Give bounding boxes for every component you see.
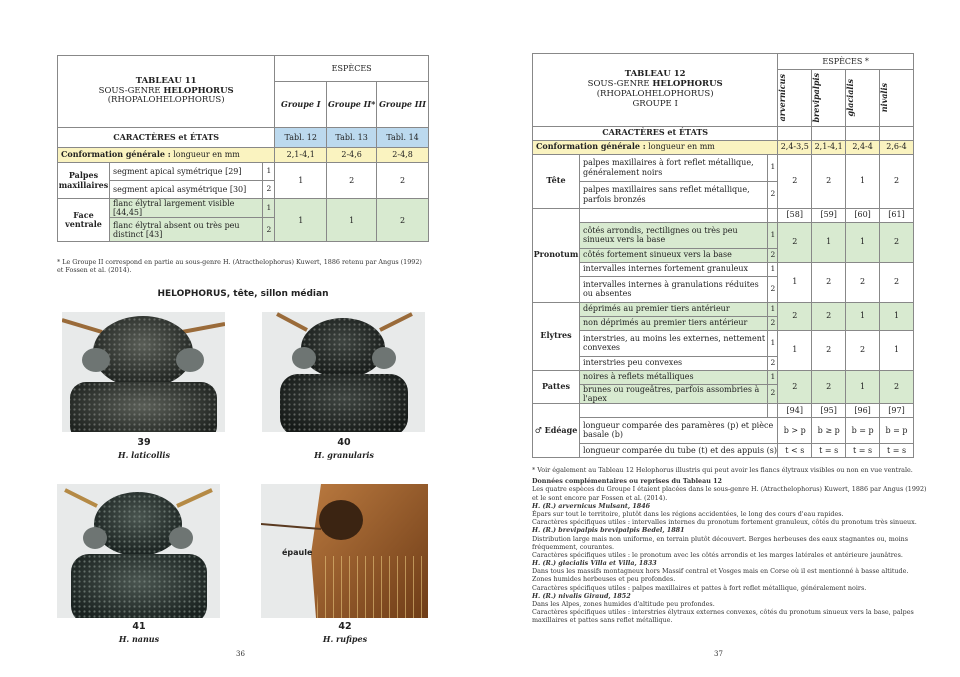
- data-title: Données complémentaires ou reprises du Tableau 12: [532, 477, 722, 486]
- state-text: segment apical symétrique [29]: [109, 163, 262, 181]
- state-text: flanc élytral absent ou très peu distinct [43]: [109, 218, 262, 242]
- row-label-edeage: ♂ Edéage: [533, 403, 580, 457]
- cell-value: 2,4-4: [846, 140, 880, 154]
- state-text: intervalles internes à granulations réduites ou absentes: [579, 276, 767, 302]
- state-number: 1: [768, 222, 778, 248]
- species-name: arvernicus: [777, 74, 788, 122]
- paragraph: Distribution large mais non uniforme, en terrain plutôt découvert. Berges herbeuses des eaux stagnantes ou, moins fréquemment, courantes.: [532, 534, 909, 551]
- state-text: déprimés au premier tiers antérieur: [579, 302, 767, 316]
- cell-value: 2: [880, 154, 914, 208]
- state-text: palpes maxillaires sans reflet métallique, parfois bronzés: [579, 181, 767, 208]
- page-number: 36: [236, 650, 245, 658]
- group-header: Groupe III: [377, 82, 429, 128]
- cell-value: 2,1-4,1: [812, 140, 846, 154]
- species-header: [812, 70, 846, 127]
- species-heading: H. (R.) nivalis Giraud, 1852: [532, 591, 631, 600]
- table-title: [533, 54, 778, 127]
- conformation-text: longueur en mm: [645, 142, 715, 152]
- tabl-link[interactable]: Tabl. 14: [377, 128, 429, 148]
- conformation-text: longueur en mm: [170, 150, 240, 160]
- state-text: côtés arrondis, rectilignes ou très peu sinueux vers la base: [579, 222, 767, 248]
- paragraph: Caractères spécifiques utiles : palpes maxillaires et pattes à fort reflet métallique, généralement noirs.: [532, 583, 867, 592]
- cell-value: 2,4-3,5: [778, 140, 812, 154]
- figure-ref: [97]: [880, 403, 914, 417]
- figure-number: 40: [337, 437, 351, 448]
- figure-name: H. laticollis: [118, 450, 170, 460]
- species-heading: H. (R.) arvernicus Mulsant, 1846: [532, 501, 651, 510]
- state-number: 2: [768, 181, 778, 208]
- species-heading: H. (R.) brevipalpis brevipalpis Bedel, 1881: [532, 526, 685, 535]
- figure-number: 41: [132, 621, 146, 632]
- species-heading: H. (R.) glacialis Villa et Villa, 1833: [532, 559, 657, 568]
- cell-value: 1: [846, 370, 880, 403]
- row-label-palpes: Palpes maxillaires: [58, 163, 110, 199]
- state-text: côtés fortement sinueux vers la base: [579, 248, 767, 262]
- state-text: noires à reflets métalliques: [579, 370, 767, 384]
- cell-value: 1: [778, 330, 812, 370]
- figure-ref: [61]: [880, 208, 914, 222]
- cell-value: 2: [778, 154, 812, 208]
- state-text: longueur comparée du tube (t) et des appuis (s): [579, 443, 777, 457]
- cell-value: 2: [880, 262, 914, 302]
- conformation-bold: Conformation générale :: [536, 141, 646, 152]
- page-number: 37: [714, 650, 723, 658]
- paragraph: Les quatre espèces du Groupe I étaient placées dans le sous-genre H. (Atracthelophorus) Kuwert, 1886 par Angus (1992) et le sont encore par Fossen et al. (2014).: [532, 485, 927, 502]
- state-text: interstries, au moins les externes, nettement convexes: [579, 330, 767, 356]
- row-label-pronotum: Pronotum: [533, 208, 580, 302]
- state-number: 2: [768, 248, 778, 262]
- beetle-photo-40: [262, 312, 425, 432]
- state-number: 1: [263, 199, 275, 218]
- title-line-3: (RHOPALOHELOPHORUS): [596, 88, 714, 99]
- paragraph: Caractères spécifiques utiles : le pronotum avec les côtés arrondis et les marges latérales et antérieure jaunâtres.: [532, 550, 903, 559]
- cell-value: 2: [812, 330, 846, 370]
- cell-value: 2: [846, 262, 880, 302]
- cell-value: 2: [327, 163, 377, 199]
- title-line-3: (RHOPALOHELOPHORUS): [107, 95, 225, 106]
- cell-value: t = s: [880, 443, 914, 457]
- state-number: 2: [768, 316, 778, 330]
- cell-value: 1: [327, 199, 377, 242]
- paragraph: Caractères spécifiques utiles : intervalles internes du pronotum fortement granuleux, côtés du pronotum très sinueux.: [532, 518, 917, 527]
- conformation-bold: Conformation générale :: [61, 149, 171, 160]
- figure-ref: [60]: [846, 208, 880, 222]
- state-number: 2: [263, 181, 275, 199]
- state-text: flanc élytral largement visible [44,45]: [109, 199, 262, 218]
- figure-name: H. granularis: [314, 450, 374, 460]
- cell-value: 2: [880, 222, 914, 262]
- title-line-1: TABLEAU 11: [135, 75, 197, 86]
- cell-value: 1: [880, 330, 914, 370]
- figure-number: 42: [338, 621, 352, 632]
- cell-value: 2,6-4: [880, 140, 914, 154]
- cell-value: 2: [812, 370, 846, 403]
- tableau-11: [57, 55, 429, 242]
- figure-ref: [96]: [846, 403, 880, 417]
- cell-value: 2,1-4,1: [275, 148, 327, 163]
- group-header: Groupe II*: [327, 82, 377, 128]
- cell-value: t = s: [812, 443, 846, 457]
- figure-ref: [95]: [812, 403, 846, 417]
- cell-value: b ≥ p: [812, 417, 846, 443]
- paragraph: Dans tous les massifs montagneux hors Massif central et Vosges mais en Corse où il est mentionné à basse altitude. Zones humides herbeuses et peu profondes.: [532, 567, 909, 584]
- photos-title: HELOPHORUS, tête, sillon médian: [157, 289, 329, 299]
- cell-value: 1: [846, 154, 880, 208]
- state-number: 1: [768, 262, 778, 276]
- cell-value: 1: [275, 199, 327, 242]
- state-text: interstries peu convexes: [579, 356, 767, 370]
- state-text: intervalles internes fortement granuleux: [579, 262, 767, 276]
- species-name: nivalis: [879, 83, 890, 113]
- cell-value: t < s: [778, 443, 812, 457]
- cell-value: 2: [778, 370, 812, 403]
- state-number: 2: [768, 384, 778, 403]
- cell-value: 2: [812, 154, 846, 208]
- caracteres-header: CARACTÈRES et ÉTATS: [533, 126, 778, 140]
- cell-value: 2: [812, 262, 846, 302]
- cell-value: 2: [377, 163, 429, 199]
- footnote: * Voir également au Tableau 12 Helophorus illustris qui peut avoir les flancs élytraux visibles ou non en vue ventrale.: [532, 466, 913, 474]
- cell-value: b = p: [880, 417, 914, 443]
- conformation-label: [58, 148, 275, 163]
- cell-value: 2: [377, 199, 429, 242]
- row-label-pattes: Pattes: [533, 370, 580, 403]
- state-text: brunes ou rougeâtres, parfois assombries à l'apex: [579, 384, 767, 403]
- figure-name: H. nanus: [118, 634, 160, 644]
- especes-header: ESPÈCES *: [778, 54, 914, 70]
- species-header: [880, 70, 914, 127]
- state-number: 1: [263, 163, 275, 181]
- cell-value: b > p: [778, 417, 812, 443]
- figure-ref: [58]: [778, 208, 812, 222]
- title-line-4: GROUPE I: [632, 98, 678, 109]
- species-header: [846, 70, 880, 127]
- right-text-block: [532, 466, 928, 625]
- paragraph: Épars sur tout le territoire, plutôt dans les régions accidentées, le long des cours d'eau rapides.: [532, 509, 844, 518]
- group-header: Groupe I: [275, 82, 327, 128]
- caracteres-header: CARACTÈRES et ÉTATS: [58, 128, 275, 148]
- cell-value: 1: [880, 302, 914, 330]
- cell-value: 1: [275, 163, 327, 199]
- cell-value: t = s: [846, 443, 880, 457]
- cell-value: 2-4,6: [327, 148, 377, 163]
- title-line-1: TABLEAU 12: [624, 69, 686, 80]
- species-header: [778, 70, 812, 127]
- state-number: 2: [768, 356, 778, 370]
- epaule-label: épaule: [282, 548, 313, 557]
- species-name: glacialis: [845, 79, 856, 117]
- title-subgenus: HELOPHORUS: [163, 85, 234, 96]
- beetle-photo-41: [57, 484, 220, 618]
- cell-value: 1: [846, 222, 880, 262]
- species-name: brevipalpis: [811, 73, 822, 123]
- state-text: segment apical asymétrique [30]: [109, 181, 262, 199]
- cell-value: 1: [846, 302, 880, 330]
- row-label-face: Face ventrale: [58, 199, 110, 242]
- footnote: * Le Groupe II correspond en partie au sous-genre H. (Atracthelophorus) Kuwert, 1886 retenu par Angus (1992) et Fossen et al. (2014).: [57, 258, 422, 275]
- cell-value: 1: [778, 262, 812, 302]
- title-prefix: SOUS-GENRE: [98, 85, 164, 96]
- state-text: palpes maxillaires à fort reflet métallique, généralement noirs: [579, 154, 767, 181]
- tableau-12: [532, 53, 914, 458]
- state-number: 1: [768, 154, 778, 181]
- paragraph: Dans les Alpes, zones humides d'altitude peu profondes.: [532, 600, 715, 608]
- figure-ref: [94]: [778, 403, 812, 417]
- cell-value: 2: [846, 330, 880, 370]
- table-title: [58, 56, 275, 128]
- cell-value: 2: [778, 222, 812, 262]
- state-number: 1: [768, 330, 778, 356]
- cell-value: 2: [778, 302, 812, 330]
- row-label-tete: Tête: [533, 154, 580, 208]
- cell-value: 1: [812, 222, 846, 262]
- state-number: 1: [768, 302, 778, 316]
- state-text: non déprimés au premier tiers antérieur: [579, 316, 767, 330]
- state-number: 2: [263, 218, 275, 242]
- figure-ref: [59]: [812, 208, 846, 222]
- beetle-photo-39: [62, 312, 225, 432]
- figure-name: H. rufipes: [322, 634, 368, 644]
- tabl-link[interactable]: Tabl. 13: [327, 128, 377, 148]
- row-label-elytres: Elytres: [533, 302, 580, 370]
- especes-header: ESPÈCES: [275, 56, 429, 82]
- cell-value: b = p: [846, 417, 880, 443]
- paragraph: Caractères spécifiques utiles : interstries élytraux externes convexes, côtés du pronotum sinueux vers la base, palpes maxillaires et pattes sans reflet métallique.: [532, 608, 914, 625]
- title-subgenus: HELOPHORUS: [652, 79, 723, 89]
- state-text: longueur comparée des paramères (p) et pièce basale (b): [579, 417, 777, 443]
- cell-value: 2: [880, 370, 914, 403]
- title-prefix: SOUS-GENRE: [587, 79, 653, 89]
- cell-value: 2: [812, 302, 846, 330]
- figure-number: 39: [137, 437, 151, 448]
- tabl-link[interactable]: Tabl. 12: [275, 128, 327, 148]
- cell-value: 2-4,8: [377, 148, 429, 163]
- state-number: 1: [768, 370, 778, 384]
- state-number: 2: [768, 276, 778, 302]
- conformation-label: [533, 140, 778, 154]
